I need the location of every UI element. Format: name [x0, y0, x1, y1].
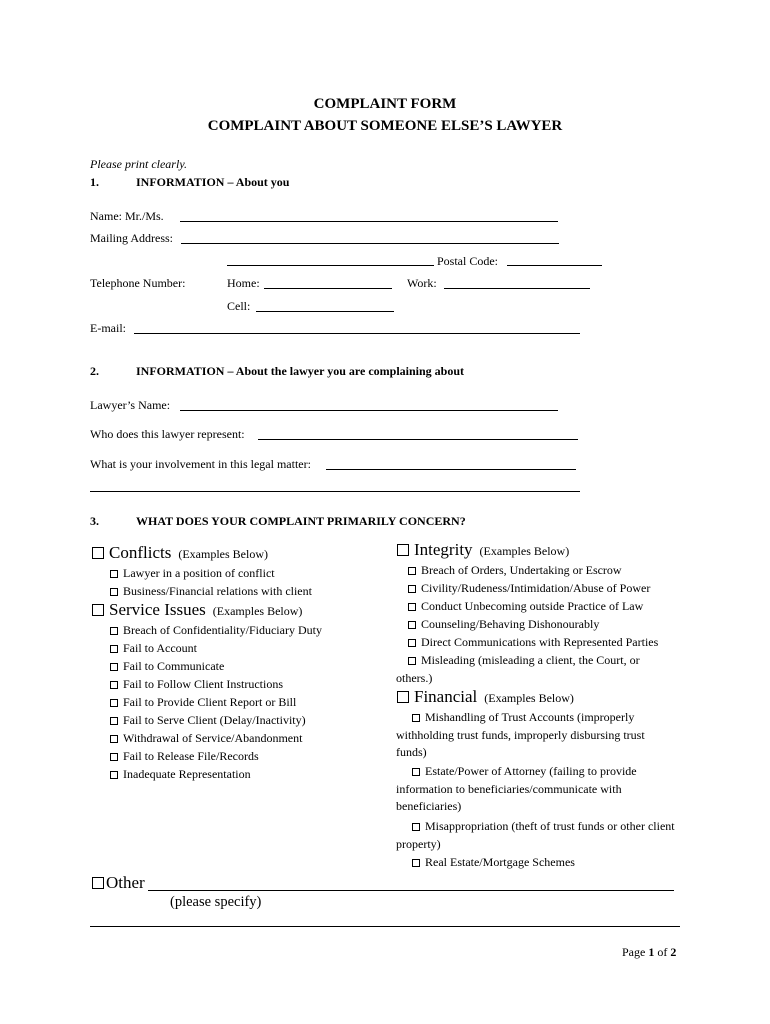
- financial-label: Financial: [414, 687, 478, 706]
- involvement-field-line2[interactable]: [90, 491, 580, 492]
- cell-phone-label: Cell:: [227, 299, 251, 313]
- other-specify-field[interactable]: [148, 890, 674, 891]
- postal-code-field[interactable]: [507, 265, 602, 266]
- page-number: Page 1 of 2: [622, 945, 677, 959]
- other-checkbox[interactable]: [92, 877, 104, 889]
- financial-checkbox[interactable]: [397, 691, 409, 703]
- represent-field[interactable]: [258, 439, 578, 440]
- service-examples-label: (Examples Below): [212, 604, 303, 618]
- list-item[interactable]: Fail to Provide Client Report or Bill: [110, 695, 296, 709]
- list-item[interactable]: Fail to Account: [110, 641, 197, 655]
- section1-number: 1.: [90, 175, 99, 189]
- checkbox[interactable]: [408, 639, 416, 647]
- checkbox[interactable]: [412, 859, 420, 867]
- list-item[interactable]: Fail to Communicate: [110, 659, 224, 673]
- list-item[interactable]: Misappropriation (theft of trust funds or other client property): [396, 819, 675, 851]
- checkbox[interactable]: [408, 657, 416, 665]
- checkbox[interactable]: [110, 645, 118, 653]
- lawyer-name-label: Lawyer’s Name:: [90, 398, 171, 412]
- list-item[interactable]: Civility/Rudeness/Intimidation/Abuse of Power: [408, 581, 650, 595]
- mailing-address-line2-field[interactable]: [227, 265, 434, 266]
- section2-number: 2.: [90, 364, 99, 378]
- checkbox[interactable]: [110, 753, 118, 761]
- checkbox[interactable]: [110, 771, 118, 779]
- checkbox[interactable]: [110, 627, 118, 635]
- lawyer-name-field[interactable]: [180, 410, 558, 411]
- checkbox[interactable]: [412, 768, 420, 776]
- list-item[interactable]: Inadequate Representation: [110, 767, 251, 781]
- conflicts-option[interactable]: [92, 543, 268, 563]
- section3-number: 3.: [90, 514, 99, 528]
- section1-heading: INFORMATION – About you: [136, 175, 290, 189]
- other-specify-field-line2[interactable]: [90, 926, 680, 927]
- list-item[interactable]: Withdrawal of Service/Abandonment: [110, 731, 302, 745]
- list-item[interactable]: Real Estate/Mortgage Schemes: [412, 855, 575, 869]
- email-label: E-mail:: [90, 321, 126, 335]
- represent-label: Who does this lawyer represent:: [90, 427, 245, 441]
- home-phone-label: Home:: [227, 276, 260, 290]
- involvement-field[interactable]: [326, 469, 576, 470]
- name-label: Name: Mr./Ms.: [90, 209, 164, 223]
- mailing-address-field[interactable]: [181, 243, 559, 244]
- involvement-label: What is your involvement in this legal matter:: [90, 457, 311, 471]
- integrity-option[interactable]: [397, 540, 569, 560]
- home-phone-field[interactable]: [264, 288, 392, 289]
- conflicts-examples-label: (Examples Below): [178, 547, 268, 561]
- list-item[interactable]: Mishandling of Trust Accounts (improperly withholding trust funds, improperly disbursing trust funds): [396, 710, 645, 759]
- other-option[interactable]: [92, 873, 145, 893]
- postal-code-label: Postal Code:: [437, 254, 499, 268]
- list-item[interactable]: Direct Communications with Represented Parties: [408, 635, 658, 649]
- email-field[interactable]: [134, 333, 580, 334]
- list-item[interactable]: Fail to Release File/Records: [110, 749, 259, 763]
- other-hint: (please specify): [170, 894, 262, 910]
- name-field[interactable]: [180, 221, 558, 222]
- integrity-checkbox[interactable]: [397, 544, 409, 556]
- list-item[interactable]: Misleading (misleading a client, the Court, or others.): [396, 653, 640, 685]
- mailing-address-label: Mailing Address:: [90, 231, 173, 245]
- list-item[interactable]: Fail to Follow Client Instructions: [110, 677, 283, 691]
- list-item[interactable]: Lawyer in a position of conflict: [110, 566, 275, 580]
- list-item[interactable]: Business/Financial relations with client: [110, 584, 312, 598]
- checkbox[interactable]: [408, 621, 416, 629]
- integrity-examples-label: (Examples Below): [479, 544, 570, 558]
- cell-phone-field[interactable]: [256, 311, 394, 312]
- financial-examples-label: (Examples Below): [484, 691, 574, 705]
- list-item[interactable]: Estate/Power of Attorney (failing to provide information to beneficiaries/communicate with beneficiaries): [396, 764, 637, 813]
- list-item[interactable]: Conduct Unbecoming outside Practice of Law: [408, 599, 643, 613]
- checkbox[interactable]: [412, 823, 420, 831]
- checkbox[interactable]: [110, 681, 118, 689]
- checkbox[interactable]: [110, 663, 118, 671]
- checkbox[interactable]: [110, 699, 118, 707]
- checkbox[interactable]: [110, 717, 118, 725]
- conflicts-label: Conflicts: [109, 543, 172, 562]
- checkbox[interactable]: [412, 714, 420, 722]
- other-label: Other: [106, 873, 145, 892]
- list-item[interactable]: Fail to Serve Client (Delay/Inactivity): [110, 713, 306, 727]
- financial-option[interactable]: [397, 687, 574, 707]
- checkbox[interactable]: [408, 567, 416, 575]
- form-title: COMPLAINT FORM: [313, 96, 457, 112]
- conflicts-checkbox[interactable]: [92, 547, 104, 559]
- checkbox[interactable]: [110, 588, 118, 596]
- integrity-label: Integrity: [414, 540, 473, 559]
- checkbox[interactable]: [408, 603, 416, 611]
- telephone-label: Telephone Number:: [90, 276, 186, 290]
- work-phone-field[interactable]: [444, 288, 590, 289]
- service-issues-option[interactable]: [92, 600, 302, 620]
- instructions: Please print clearly.: [90, 157, 187, 171]
- work-phone-label: Work:: [407, 276, 437, 290]
- form-subtitle: COMPLAINT ABOUT SOMEONE ELSE’S LAWYER: [207, 118, 563, 134]
- list-item[interactable]: Breach of Orders, Undertaking or Escrow: [408, 563, 622, 577]
- service-issues-label: Service Issues: [109, 600, 206, 619]
- section3-heading: WHAT DOES YOUR COMPLAINT PRIMARILY CONCERN?: [136, 514, 466, 528]
- list-item[interactable]: Breach of Confidentiality/Fiduciary Duty: [110, 623, 322, 637]
- checkbox[interactable]: [110, 735, 118, 743]
- checkbox[interactable]: [110, 570, 118, 578]
- section2-heading: INFORMATION – About the lawyer you are complaining about: [136, 364, 465, 378]
- service-issues-checkbox[interactable]: [92, 604, 104, 616]
- checkbox[interactable]: [408, 585, 416, 593]
- list-item[interactable]: Counseling/Behaving Dishonourably: [408, 617, 599, 631]
